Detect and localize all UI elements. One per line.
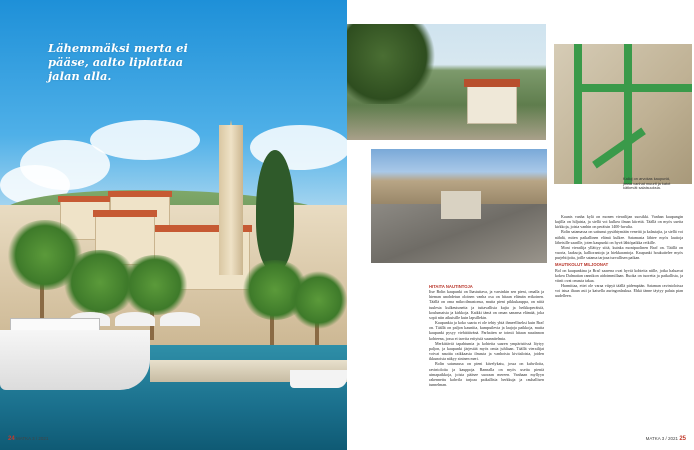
right-page (347, 0, 694, 450)
section-heading: MAUTIKOLUT MILJOONAT (555, 262, 609, 268)
cloud (90, 120, 200, 160)
umbrella (115, 312, 155, 326)
paragraph: Itse Bolin kaupunki on lhastuttava, ja varsinkin sen pieni, omalla ja hieman unohdetun oloinen vanha osa on hitaan elämän erikoinen. Täällä on oma mikroilmastonsa, mutta pieni pikkukauppa, on niitä tuulesta kulkeutuneita ja tuttavallisia kujia ja heikkoperäisiä, koulumaisia ja kirkkoja. Kaikki tämä on oman sanansa elämää, joka sopii niin aikuisille kuin lapsillekin. (429, 289, 544, 320)
palm-tree (290, 270, 347, 330)
paragraph: Moni vierailija yllättyy siitä, kuinka monipuolinen Brač on. Täällä on vuoria, laaksoja, kalliorantoja ja hiekkarantoja. Kaupunki houkuttelee myös purjehtijoita, joille satama tarjoaa turvallisen paikan. (555, 244, 683, 261)
magazine-name: MATKA 3 / 2021 (15, 436, 49, 441)
pine-tree (347, 24, 437, 104)
palm-tree (120, 255, 190, 315)
photo-coastal-house (347, 24, 546, 140)
photo-caption: Kalloj on arvokas kaupunki, jossa vanhat muurit ja katot kätkevät salaisuuksia. (623, 176, 671, 191)
window-frame (574, 84, 692, 92)
paragraph: Merkittäviä tapahtumia ja kohteita saaren ympäristössä löytyy paljon, ja kaupunki järjestää myös omia juhliaan. Täällä vierailijat voivat nauttia raikkaasta ilmasta ja vanhoista kivitaloista, joiden ikkunoista näkyy sininen meri. (429, 340, 544, 362)
window-frame (574, 44, 582, 184)
boat (0, 330, 150, 390)
bell-tower (219, 125, 243, 275)
paragraph: Bolin satamassa on sattunut pysähtymään veneitä ja kalastajia, ja siellä voi nähdä, miten paikallinen elämä kulkee. Satamasta lähtee myös lauttoja läheisille saarille, joten kaupunki on hyvä lähtöpaikka retkille. (555, 229, 683, 245)
paragraph: Kaunis vanha kylä on monen vierailijan suosikki. Vanhan kaupungin kujilla on hiljaista, ja siellä voi kulkea ilman kiirettä. Täällä on myös useita kirkkoja, joista vanhin on peräisin 1400-luvulta. (555, 214, 683, 230)
photo-old-town (371, 149, 547, 263)
roof (464, 79, 520, 87)
umbrella (160, 312, 200, 326)
paragraph: Kaupunkia ja koko saarta ei ole tehty yhtä ihmeelliseksi kuin Brač on. Täällä on paljon kauniita, kumpuilevia ja laajoja paikkoja, mutta kaupunki pysyy viehättävänä. Parhaiten se toimii hitaan nautinnon kohteena, jossa ei tarvita erityisiä suunnitelmia. (429, 320, 544, 341)
section-heading: HITAITA NAUTINTOJA (429, 284, 473, 289)
boat (290, 370, 347, 388)
roof (93, 210, 157, 217)
window-frame (624, 44, 632, 184)
roof (58, 196, 112, 202)
photo-green-window (554, 44, 692, 184)
paragraph: Bol on kaupunkina ja Brač saarena ovat hyviä kohteita niille, jotka haluavat kokea Dalmatian rannikon aidoimmillaan. Ruoka on tuoretta ja paikallista, ja viinit ovat omasta takaa. (555, 267, 683, 283)
magazine-name: MATKA 3 / 2021 (645, 436, 679, 441)
cypress-tree (256, 150, 294, 270)
article-column-1 (429, 282, 544, 387)
page-number: 24 (8, 436, 15, 442)
roof (108, 191, 172, 197)
paragraph: Bolin satamassa on pieni kävelykatu, jossa on kahviloita, ravintoloita ja kauppoja. Rannalla on myös useita pieniä uimapaikkoja, joista pääsee suoraan mereen. Vanhaan myllyyn rakennettu kahvila tarjoaa paikallisia herkkuja ja rauhallisen tunnelman. (429, 361, 544, 387)
article-column-2 (555, 214, 683, 299)
window-frame (592, 128, 646, 169)
right-folio (646, 436, 686, 442)
page-number: 25 (679, 436, 686, 442)
house (467, 84, 517, 124)
left-folio (8, 436, 48, 442)
paragraph: Harmittaa, ettei ole varaa viipyä täällä pidempään. Sataman ravintoloissa voi istua iltaan asti ja katsella auringonlaskua. Ehkä tänne täytyy palata pian uudelleen. (555, 283, 683, 299)
house (441, 191, 481, 219)
headline: Lähemmäksi merta ei pääse, aalto liplattaa jalan alla. (48, 41, 188, 83)
